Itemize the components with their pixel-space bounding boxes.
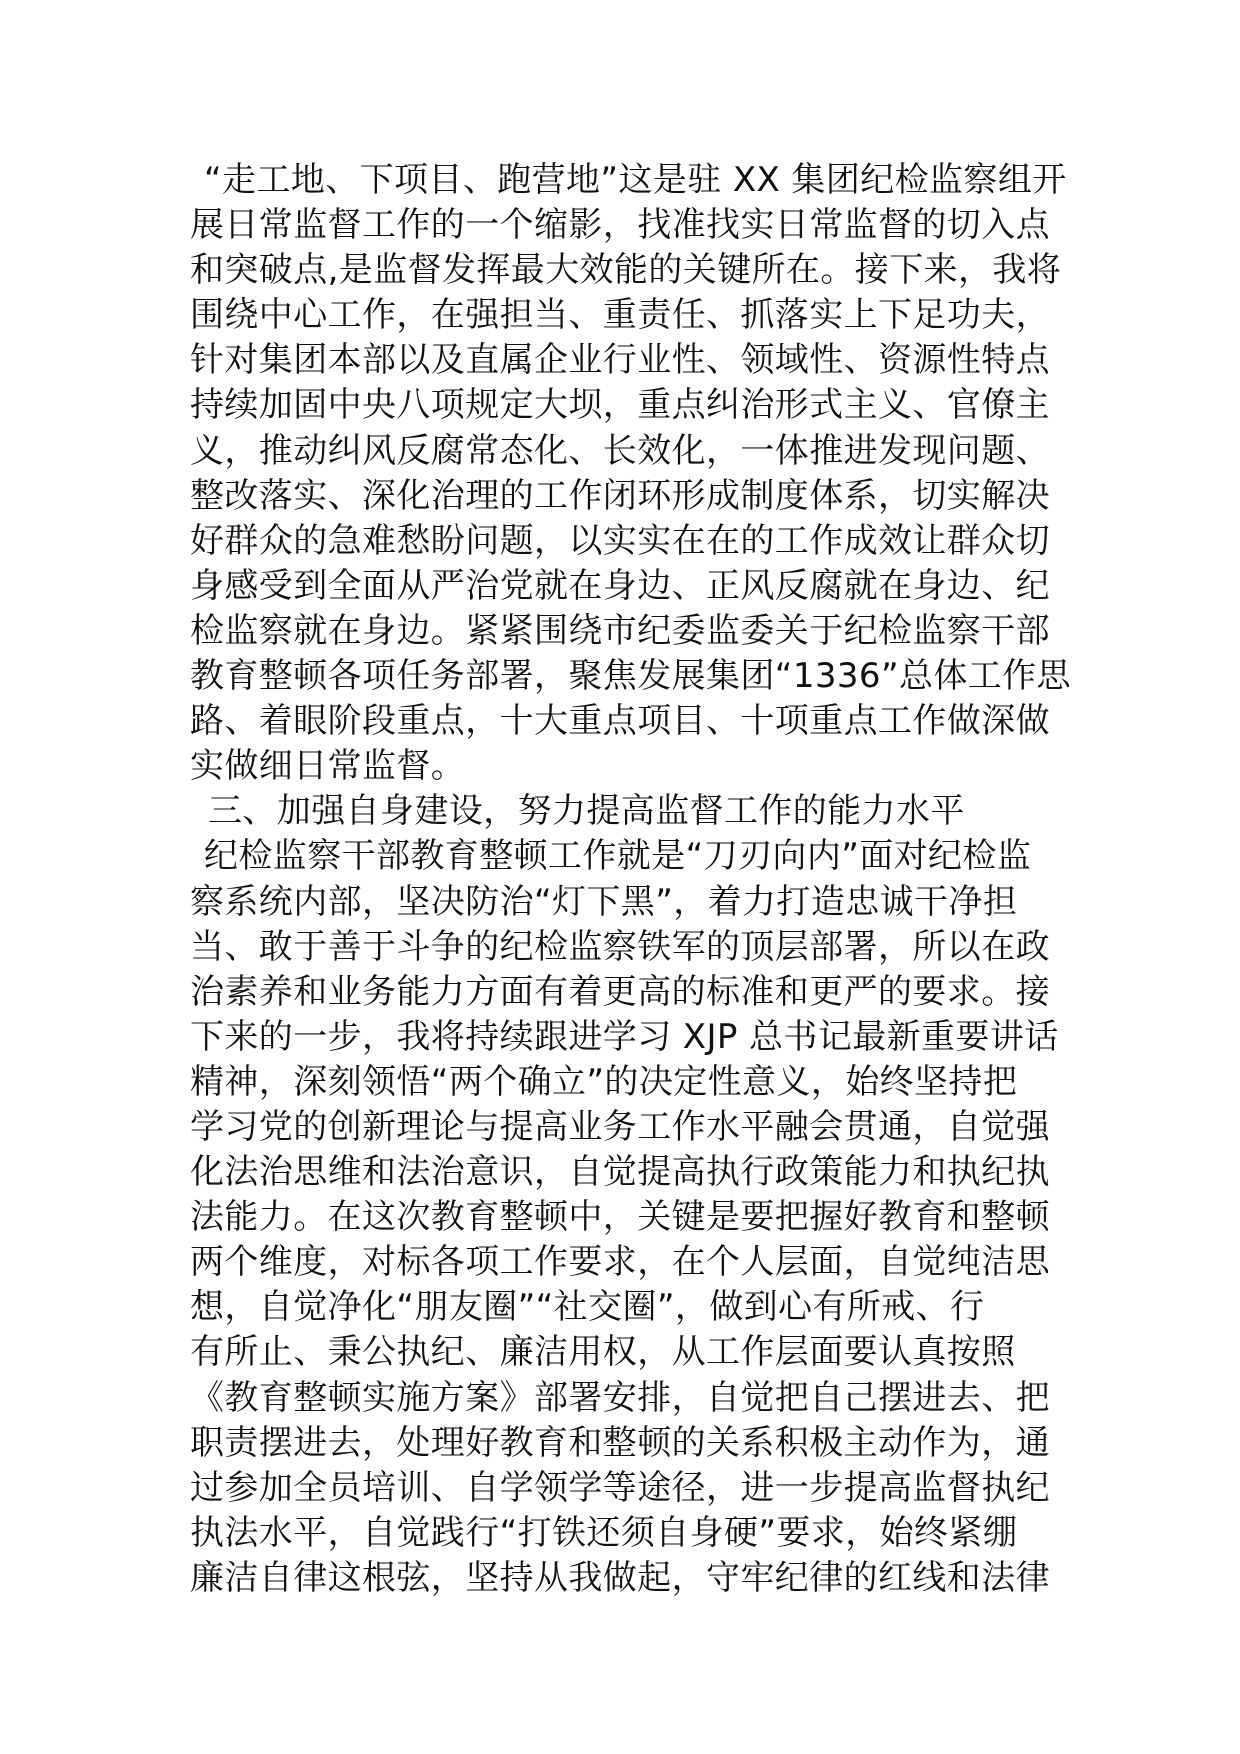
text-line: 《教育整顿实施方案》部署安排，自觉把自己摆进去、把 — [190, 1377, 1050, 1418]
text-line: 过参加全员培训、自学领学等途径，进一步提高监督执纪 — [190, 1467, 1050, 1508]
text-line: 实做细日常监督。 — [190, 746, 466, 787]
text-line: 察系统内部，坚决防治“灯下黑”，着力打造忠诚干净担 — [190, 881, 1018, 922]
text-line: 下来的一步，我将持续跟进学习 XJP 总书记最新重要讲话 — [190, 1016, 1059, 1057]
text-line: 针对集团本部以及直属企业行业性、领域性、资源性特点 — [190, 340, 1050, 381]
text-line: 展日常监督工作的一个缩影，找准找实日常监督的切入点 — [190, 205, 1050, 246]
text-line: 有所止、秉公执纪、廉洁用权，从工作层面要认真按照 — [190, 1332, 1016, 1373]
text-line: 当、敢于善于斗争的纪检监察铁军的顶层部署，所以在政 — [190, 926, 1050, 967]
paragraph-1 — [190, 158, 1071, 789]
paragraph-2 — [190, 834, 1060, 1601]
text-line: 两个维度，对标各项工作要求，在个人层面，自觉纯洁思 — [190, 1242, 1050, 1283]
text-line: 教育整顿各项任务部署，聚焦发展集团“1336”总体工作思 — [190, 656, 1071, 697]
text-line: 路、着眼阶段重点，十大重点项目、十项重点工作做深做 — [190, 701, 1050, 742]
text-line: 精神，深刻领悟“两个确立”的决定性意义，始终坚持把 — [190, 1061, 1018, 1102]
text-line: 纪检监察干部教育整顿工作就是“刀刃向内”面对纪检监 — [204, 836, 1032, 877]
text-line: 法能力。在这次教育整顿中，关键是要把握好教育和整顿 — [190, 1197, 1050, 1238]
text-line: 执法水平，自觉践行“打铁还须自身硬”要求，始终紧绷 — [190, 1512, 1018, 1553]
text-line: 学习党的创新理论与提高业务工作水平融会贯通，自觉强 — [190, 1106, 1050, 1147]
text-line: 化法治思维和法治意识，自觉提高执行政策能力和执纪执 — [190, 1152, 1050, 1193]
text-line: 整改落实、深化治理的工作闭环形成制度体系，切实解决 — [190, 475, 1050, 516]
text-line: 持续加固中央八项规定大坝，重点纠治形式主义、官僚主 — [190, 385, 1050, 426]
document-body — [190, 158, 1071, 1601]
text-line: 和突破点,是监督发挥最大效能的关键所在。接下来，我将 — [190, 250, 1062, 291]
text-line: 好群众的急难愁盼问题，以实实在在的工作成效让群众切 — [190, 520, 1050, 561]
section-heading: 三、加强自身建设，努力提高监督工作的能力水平 — [208, 791, 965, 832]
text-line: 职责摆进去，处理好教育和整顿的关系积极主动作为，通 — [190, 1422, 1050, 1463]
text-line: 治素养和业务能力方面有着更高的标准和更严的要求。接 — [190, 971, 1050, 1012]
text-line: 身感受到全面从严治党就在身边、正风反腐就在身边、纪 — [190, 565, 1050, 606]
text-line: 义，推动纠风反腐常态化、长效化，一体推进发现问题、 — [190, 430, 1050, 471]
text-line: 想，自觉净化“朋友圈”“社交圈”，做到心有所戒、行 — [190, 1287, 985, 1328]
text-line: 围绕中心工作，在强担当、重责任、抓落实上下足功夫， — [190, 295, 1050, 336]
text-line: 检监察就在身边。紧紧围绕市纪委监委关于纪检监察干部 — [190, 610, 1050, 651]
text-line: 廉洁自律这根弦，坚持从我做起，守牢纪律的红线和法律 — [190, 1557, 1050, 1598]
text-line: “走工地、下项目、跑营地”这是驻 XX 集团纪检监察组开 — [204, 160, 1067, 200]
